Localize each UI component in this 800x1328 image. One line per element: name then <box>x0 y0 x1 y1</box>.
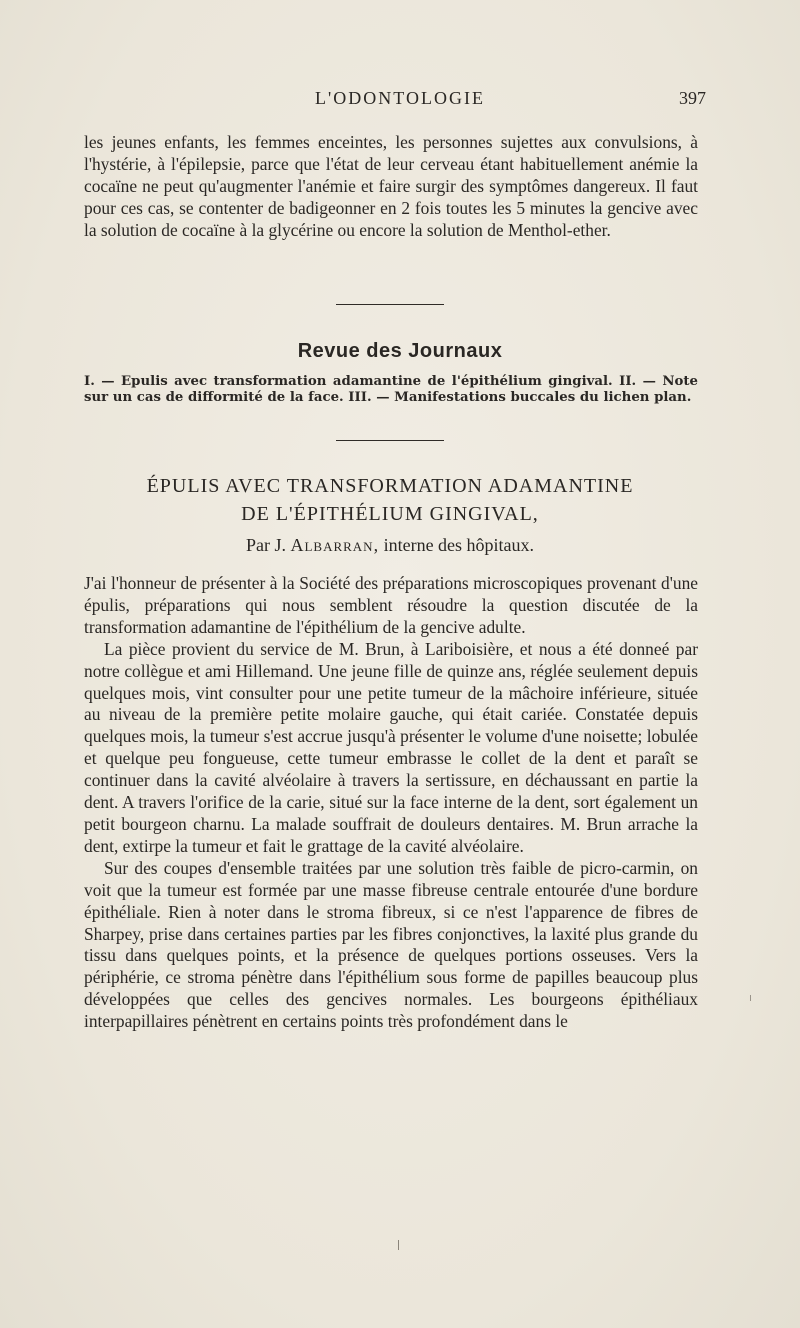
intro-paragraph-block <box>84 132 698 242</box>
ink-speck-margin <box>750 995 751 1001</box>
body-paragraph-3: Sur des coupes d'ensemble traitées par une solution très faible de picro-carmin, on voit que la tumeur est formée par une masse fibreuse centrale entourée d'une bordure épithéliale. Rien à noter dans le stroma fibreux, si ce n'est l'apparence de fibres de Sharpey, prise dans certaines parties par les fibres conjonctives, la laxité plus grande du tissu dans quelques points, et la présence de quelques portions osseuses. Vers la périphérie, ce stroma pénètre dans l'épithélium sous forme de papilles beaucoup plus développées que celles des gencives normales. Les bourgeons épithéliaux interpapillaires pénètrent en certains points très profondément dans le <box>84 857 698 1032</box>
section-contents: I. — Epulis avec transformation adamantine de l'épithélium gingival. II. — Note sur un cas de difformité de la face. III. — Manifestations buccales du lichen plan. <box>84 374 698 405</box>
article-body <box>84 573 698 1033</box>
byline-prefix: Par J. <box>245 535 286 555</box>
article-title-line-2: DE L'ÉPITHÉLIUM GINGIVAL, <box>241 503 539 525</box>
byline-suffix: interne des hôpitaux. <box>383 535 535 555</box>
section-divider-bottom <box>336 440 444 441</box>
author-name: Albarran, <box>290 535 380 555</box>
section-title: Revue des Journaux <box>297 340 503 362</box>
ink-speck <box>398 1240 399 1250</box>
running-head <box>0 88 800 112</box>
section-divider-top <box>336 304 444 305</box>
article-title <box>0 472 780 528</box>
journal-title: L'ODONTOLOGIE <box>315 88 485 108</box>
article-byline <box>0 535 780 556</box>
body-paragraph-2: La pièce provient du service de M. Brun, à Lariboisière, et nous a été donneé par notre collègue et ami Hillemand. Une jeune fille de quinze ans, réglée seulement depuis quelques mois, vint consulter pour une petite tumeur de la mâchoire inférieure, située au niveau de la première petite molaire gauche, qui était cariée. Constatée depuis quelques mois, la tumeur s'est accrue jusqu'à présenter le volume d'une noisette; lobulée et quelque peu fongueuse, cette tumeur embrasse le collet de la dent et paraît se continuer dans la cavité alvéolaire à travers la sertissure, en déchaussant en partie la dent. A travers l'orifice de la carie, situé sur la face interne de la dent, sort également un petit bourgeon charnu. La malade souffrait de douleurs dentaires. M. Brun arrache la dent, extirpe la tumeur et fait le grattage de la cavité alvéolaire. <box>84 638 698 856</box>
article-title-line-1: ÉPULIS AVEC TRANSFORMATION ADAMANTINE <box>146 475 634 497</box>
page-number: 397 <box>679 88 706 108</box>
body-paragraph-1: J'ai l'honneur de présenter à la Société des préparations microscopiques provenant d'une épulis, préparations qui nous semblent résoudre la question discutée de la transformation adamantine de l'épithélium de la gencive adulte. <box>84 573 698 637</box>
intro-paragraph: les jeunes enfants, les femmes enceintes, les personnes sujettes aux convulsions, à l'hystérie, à l'épilepsie, parce que l'état de leur cerveau étant habituellement anémie la cocaïne ne peut qu'augmenter l'anémie et faire surgir des symptômes dangereux. Il faut pour ces cas, se contenter de badigeonner en 2 fois toutes les 5 minutes la gencive avec la solution de cocaïne à la glycérine ou encore la solution de Menthol-ether. <box>84 132 698 240</box>
